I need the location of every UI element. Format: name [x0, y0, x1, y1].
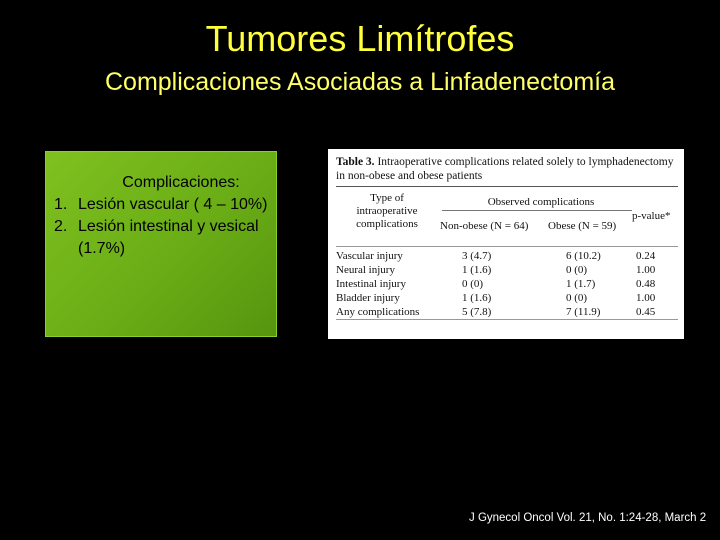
list-item-number: 2.: [54, 218, 68, 235]
row-obese: 6 (10.2): [566, 250, 601, 262]
slide-title: Tumores Limítrofes: [205, 18, 515, 59]
table-caption: [336, 155, 678, 183]
table-row: [336, 249, 678, 263]
table-row: [336, 305, 678, 319]
row-obese: 1 (1.7): [566, 278, 596, 290]
row-pvalue: 1.00: [636, 264, 656, 276]
complications-table-image: [328, 149, 684, 339]
table-body: [336, 249, 678, 319]
list-item: [54, 194, 276, 216]
table-row: [336, 263, 678, 277]
header-divider: [442, 210, 632, 211]
citation: J Gynecol Oncol Vol. 21, No. 1:24-28, March 2: [469, 512, 707, 524]
row-label: Intestinal injury: [336, 278, 406, 290]
complications-heading: Complicaciones:: [122, 174, 240, 191]
list-item-text: Lesión intestinal y vesical (1.7%): [78, 218, 259, 257]
complications-list: [46, 194, 276, 260]
row-non-obese: 0 (0): [462, 278, 484, 290]
row-pvalue: 1.00: [636, 292, 656, 304]
table-bottom-rule: [336, 319, 678, 320]
header-non-obese: Non-obese (N = 64): [440, 220, 529, 232]
table-header: [336, 190, 678, 246]
list-item-number: 1.: [54, 196, 68, 213]
table-header-rule: [336, 246, 678, 247]
row-pvalue: 0.48: [636, 278, 656, 290]
list-item: [54, 216, 276, 260]
header-pvalue: p-value*: [632, 210, 671, 222]
list-item-text: Lesión vascular ( 4 – 10%): [78, 196, 268, 213]
row-obese: 7 (11.9): [566, 306, 601, 318]
header-type: Type of intraoperative complications: [356, 192, 418, 230]
row-non-obese: 5 (7.8): [462, 306, 492, 318]
header-obese: Obese (N = 59): [548, 220, 617, 232]
row-label: Bladder injury: [336, 292, 400, 304]
row-pvalue: 0.24: [636, 250, 656, 262]
row-obese: 0 (0): [566, 292, 588, 304]
row-non-obese: 1 (1.6): [462, 292, 492, 304]
header-observed: Observed complications: [487, 196, 595, 208]
table-row: [336, 277, 678, 291]
table-caption-text: Intraoperative complications related solely to lymphadenectomy in non-obese and obese patients: [336, 156, 674, 182]
table-top-rule: [336, 186, 678, 187]
row-obese: 0 (0): [566, 264, 588, 276]
row-pvalue: 0.45: [636, 306, 656, 318]
table-label: Table 3.: [336, 156, 375, 168]
row-label: Vascular injury: [336, 250, 403, 262]
row-label: Any complications: [336, 306, 420, 318]
row-label: Neural injury: [336, 264, 395, 276]
slide-subtitle: Complicaciones Asociadas a Linfadenectomía: [104, 68, 616, 96]
complications-box: [45, 151, 277, 337]
row-non-obese: 3 (4.7): [462, 250, 492, 262]
table-row: [336, 291, 678, 305]
row-non-obese: 1 (1.6): [462, 264, 492, 276]
